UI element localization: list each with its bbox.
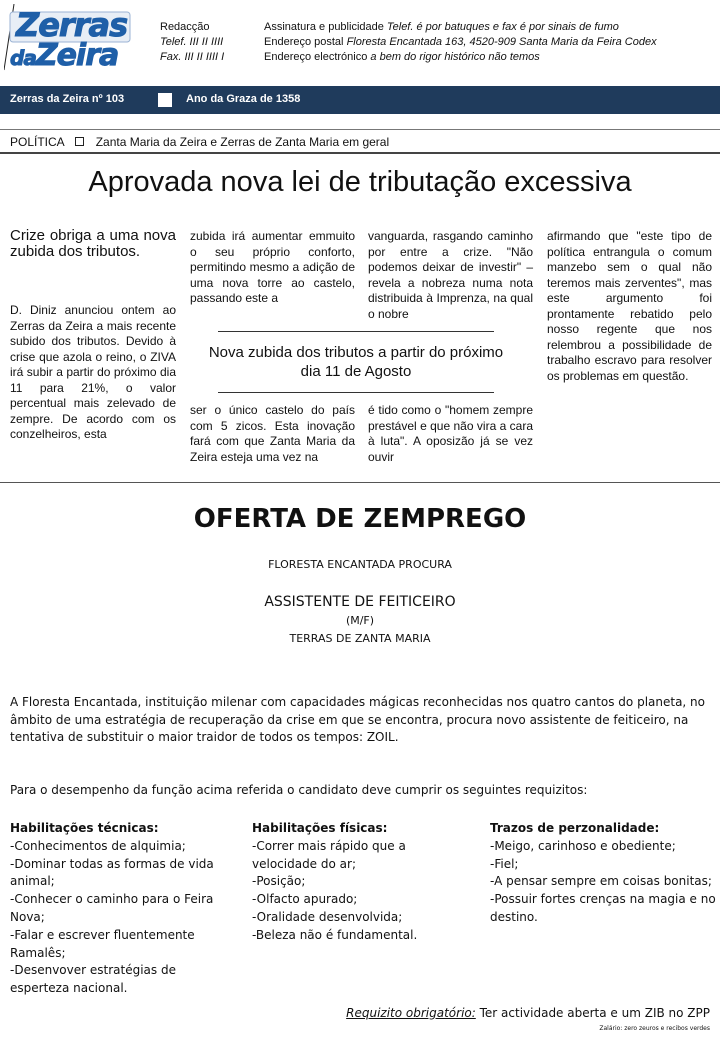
technical-requirements [10,820,225,998]
offer-role: ASSISTENTE DE FEITICEIRO [264,594,456,610]
newspaper-logo [4,4,134,72]
divider [0,482,720,483]
assinatura-line [264,20,657,35]
list-item: -Correr mais rápido que a velocidade do ar; [252,838,406,871]
list-item: -Beleza não é fundamental. [252,927,418,942]
list-item: -Posição; [252,874,306,889]
divider [0,129,720,130]
mandatory-requirement [346,1006,710,1020]
list-item: -Conhecer o caminho para o Feira Nova; [10,892,214,924]
assinatura-text: Telef. é por batuques e fax é por sinais de fumo [386,21,619,33]
list-item: -Conhecimentos de alquimia; [10,838,186,853]
electronico-line [264,50,657,65]
technical-heading: Habilitações técnicas: [10,821,159,835]
list-item: -Olfacto apurado; [252,892,358,907]
subscription-contacts [264,20,657,65]
postal-label: Endereço postal [264,36,344,48]
logo-word-zeira: Zeira [35,38,119,73]
postal-text: Floresta Encantada 163, 4520-909 Santa Maria da Feira Codex [346,36,657,48]
list-item: -Dominar todas as formas de vida animal; [10,856,214,889]
editorial-contacts [160,20,224,65]
list-item: -Fiel; [490,856,519,871]
offer-title: OFERTA DE ZEMPREGO [193,504,527,534]
list-item: -Meigo, carinhoso e obediente; [490,838,676,853]
logo-word-zerras: Zerras [16,6,128,44]
issue-year: Ano da Graza de 1358 [186,93,301,105]
mandatory-text: Ter actividade aberta e um ZIB no ZPP [479,1006,710,1020]
article-column-1: D. Diniz anunciou ontem ao Zerras da Zeira a mais recente subido dos tributos. Devido à crise que azola o reino, o ZIVA irá subir a partir do próximo dia 11 para 21%, o valor percentual mais zelevado de zempre. De acordo com os conzelheiros, esta [10,303,176,441]
issue-number: Zerras da Zeira nº 103 [10,93,125,105]
list-item: -A pensar sempre em coisas bonitas; [490,874,712,889]
logo-word-dazeira [10,38,118,73]
pullquote-rule-bottom [218,392,494,393]
issue-band [0,86,720,114]
postal-line [264,35,657,50]
section-name: POLÍTICA [10,135,65,149]
article-column-2-top: zubida irá aumentar emmuito o seu próprio conforto, permitindo mesmo a adição de uma nova torre ao castelo, passando este a [190,229,355,305]
fax-line: Fax. III II IIII I [160,51,225,63]
pullquote-rule-top [218,331,494,332]
offer-subtitle: FLORESTA ENCANTADA PROCURA [268,558,452,571]
physical-heading: Habilitações físicas: [252,821,388,835]
offer-requirements-intro: Para o desempenho da função acima referida o candidato deve cumprir os seguintes requizitos: [10,783,588,797]
electronico-label: Endereço electrónico [264,51,368,63]
telef-line: Telef. III II IIII [160,36,224,48]
redaccao-label: Redacção [160,21,210,33]
offer-place: TERRAS DE ZANTA MARIA [289,632,431,645]
section-topic: Zanta Maria da Zeira e Zerras de Zanta Maria em geral [95,135,390,149]
divider [0,152,720,154]
logo-word-da: da [10,46,36,70]
electronico-text: a bem do rigor histórico não temos [370,51,540,63]
article-lead: Crize obriga a uma nova zubida dos tributos. [10,227,176,260]
list-item: -Possuir fortes crenças na magia e no destino. [490,892,716,924]
article-headline: Aprovada nova lei de tributação excessiva [88,166,632,198]
personality-heading: Trazos de perzonalidade: [490,821,660,835]
list-item: -Desenvover estratégias de esperteza nacional. [10,963,176,996]
article-column-3-bottom: é tido como o "homem zempre prestável e que não vira a cara à luta". A oposizão já se vez ouvir [368,403,533,464]
mandatory-label: Requizito obrigatório: [346,1006,476,1020]
article-column-3-top: vanguarda, rasgando caminho por entre a crize. "Não podemos deixar de investir" – revela a nobreza numa nota distribuida à Imprenza, na qual o nobre [368,229,533,321]
salary-note: Zalário: zero zeuros e recibos verdes [599,1025,710,1032]
assinatura-label: Assinatura e publicidade [264,21,384,33]
offer-gender: (M/F) [345,614,375,627]
section-box-icon [75,137,84,146]
offer-intro: A Floresta Encantada, instituição milenar com capacidades mágicas reconhecidas nos quatro cantos do planeta, no âmbito de uma estratégia de recuperação da crise em que se encontra, procura novo assistente de feiticeiro, na tentativa de substituir o maior traidor de todos os tempos: ZOIL. [10,695,706,744]
article-pullquote: Nova zubida dos tributos a partir do próximo dia 11 de Agosto [208,344,504,380]
section-heading [10,135,389,149]
list-item: -Oralidade desenvolvida; [252,909,403,924]
physical-requirements [252,820,462,945]
article-column-4: afirmando que "este tipo de política entrangula o comum manzebo sem o qual não teremos mais zerventes", mas este argumento foi prontamente rebatido pelo nosso regente que nos relembrou a possibilidade de trabalho escravo para resolver os problemas em questão. [547,229,712,383]
band-square-icon [158,93,172,107]
list-item: -Falar e escrever fluentemente Ramalês; [10,927,195,960]
article-column-2-bottom: ser o único castelo do país com 5 zicos. Esta inovação fará com que Zanta Maria da Zeira esteja uma vez na [190,403,355,464]
personality-requirements [490,820,718,927]
